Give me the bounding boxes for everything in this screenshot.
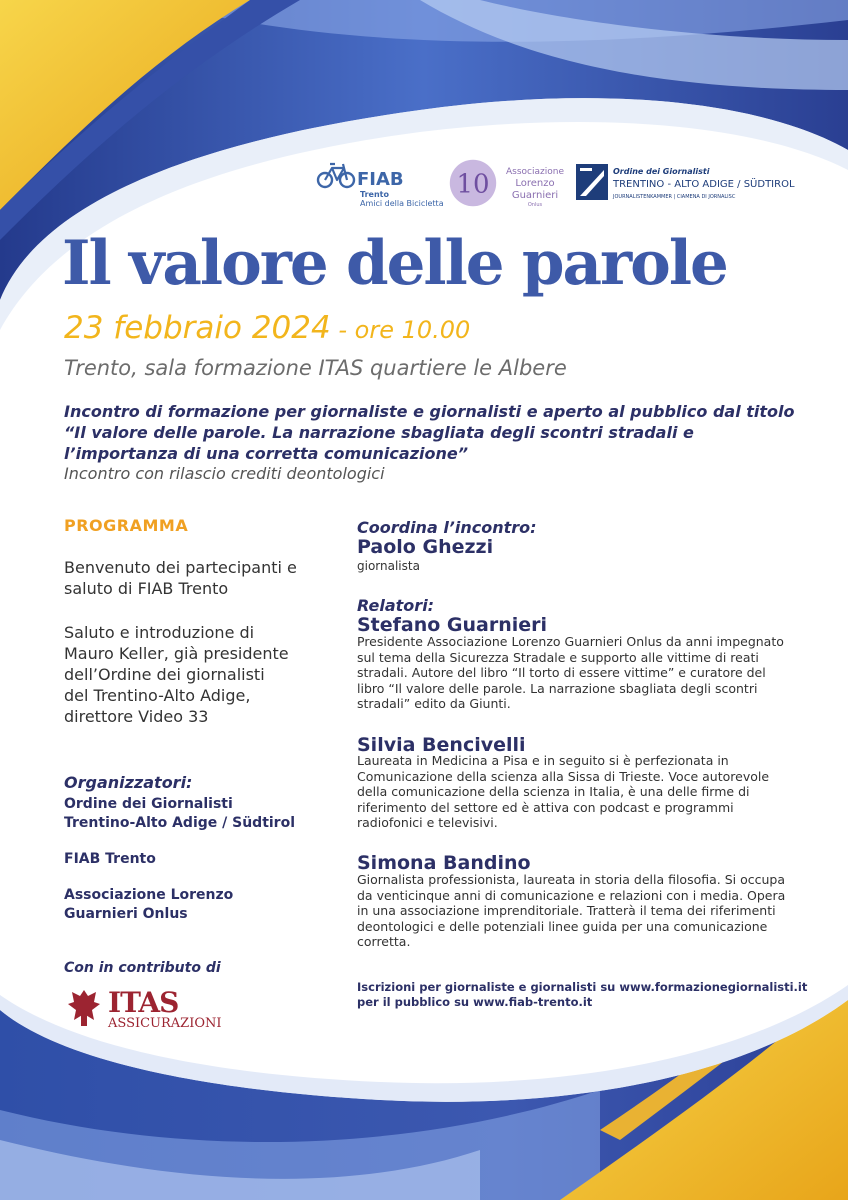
organizzatori-heading: Organizzatori: <box>64 773 193 792</box>
associazione-line1: Associazione <box>506 167 564 177</box>
sponsor-subtitle: ASSICURAZIONI <box>108 1016 222 1031</box>
page-title: Il valore delle parole <box>62 228 727 299</box>
event-date: 23 febbraio 2024 <box>64 310 331 346</box>
event-date-line <box>64 310 470 346</box>
sponsor-name: ITAS <box>108 986 179 1019</box>
iscrizioni-line2: per il pubblico su www.fiab-trento.it <box>357 995 593 1009</box>
speaker-bio: Presidente Associazione Lorenzo Guarnieri Onlus da anni impegnato sul tema della Sicurezza Stradale e supporto alle vittime di reati stradali. Autore del libro “Il torto di essere vittime” e curatore del libro “Il valore delle parole. La narrazione sbagliata degli scontri stradali” edito da Giunti. <box>357 634 784 712</box>
coordina-name: Paolo Ghezzi <box>357 536 494 558</box>
contributo-heading: Con in contributo di <box>64 960 221 976</box>
fiab-bicycle-icon <box>316 160 356 190</box>
speaker-name: Stefano Guarnieri <box>357 614 548 636</box>
fiab-logo-tagline: Amici della Bicicletta <box>360 199 444 208</box>
associazione-badge-number: 10 <box>456 169 490 200</box>
coordina-heading: Coordina l’incontro: <box>357 518 537 537</box>
fiab-logo-name: FIAB <box>357 169 404 190</box>
ordine-line1: Ordine dei Giornalisti <box>613 167 710 176</box>
event-time: - ore 10.00 <box>330 316 471 344</box>
event-credits: Incontro con rilascio crediti deontologici <box>64 464 385 483</box>
event-intro: Incontro di formazione per giornaliste e giornalisti e aperto al pubblico dal titolo “Il valore delle parole. La narrazione sbagliata degli scontri stradali e l’importanza di una corretta comunicazione” <box>64 402 795 463</box>
speaker-bio: Laureata in Medicina a Pisa e in seguito si è perfezionata in Comunicazione della scienza alla Sissa di Trieste. Voce autorevole della comunicazione della scienza in Italia, è una delle firme di riferimento del settore ed è attiva con podcast e programmi radiofonici e televisivi. <box>357 753 770 831</box>
speaker-name: Silvia Bencivelli <box>357 734 526 756</box>
iscrizioni-info <box>357 980 807 1010</box>
speaker-bio: Giornalista professionista, laureata in storia della filosofia. Si occupa da venticinque anni di comunicazione e relazioni con i media. Opera in una associazione imprenditoriale. Tratterà il tema dei riferimenti deontologici e delle potenziali linee guida per una comunicazione corretta. <box>357 872 786 950</box>
ordine-line2: TRENTINO - ALTO ADIGE / SÜDTIROL <box>613 179 795 190</box>
relatori-heading: Relatori: <box>357 596 435 615</box>
programma-item-2: Saluto e introduzione di Mauro Keller, già presidente dell’Ordine dei giornalisti del Trentino-Alto Adige, direttore Video 33 <box>64 623 289 726</box>
speaker-name: Simona Bandino <box>357 852 531 874</box>
programma-item-1: Benvenuto dei partecipanti e saluto di FIAB Trento <box>64 558 297 598</box>
associazione-line4: Onlus <box>527 202 543 208</box>
organizzatore-1: Ordine dei Giornalisti Trentino-Alto Adige / Südtirol <box>64 796 295 831</box>
associazione-line2: Lorenzo <box>515 178 555 189</box>
associazione-line3: Guarnieri <box>511 190 559 201</box>
associazione-badge-icon <box>447 157 499 209</box>
iscrizioni-line1: Iscrizioni per giornaliste e giornalisti su www.formazionegiornalisti.it <box>357 980 808 994</box>
coordina-role: giornalista <box>357 559 420 573</box>
organizzatore-3: Associazione Lorenzo Guarnieri Onlus <box>64 887 234 922</box>
ordine-line3: JOURNALISTENKAMMER | CIAMENA DI JORNALISC <box>613 194 736 200</box>
programma-heading: PROGRAMMA <box>64 516 189 535</box>
itas-eagle-icon <box>66 986 102 1030</box>
ordine-giornalisti-icon <box>576 164 608 200</box>
fiab-logo-city: Trento <box>360 190 389 199</box>
event-venue: Trento, sala formazione ITAS quartiere le Albere <box>64 356 567 380</box>
organizzatore-2: FIAB Trento <box>64 851 156 867</box>
